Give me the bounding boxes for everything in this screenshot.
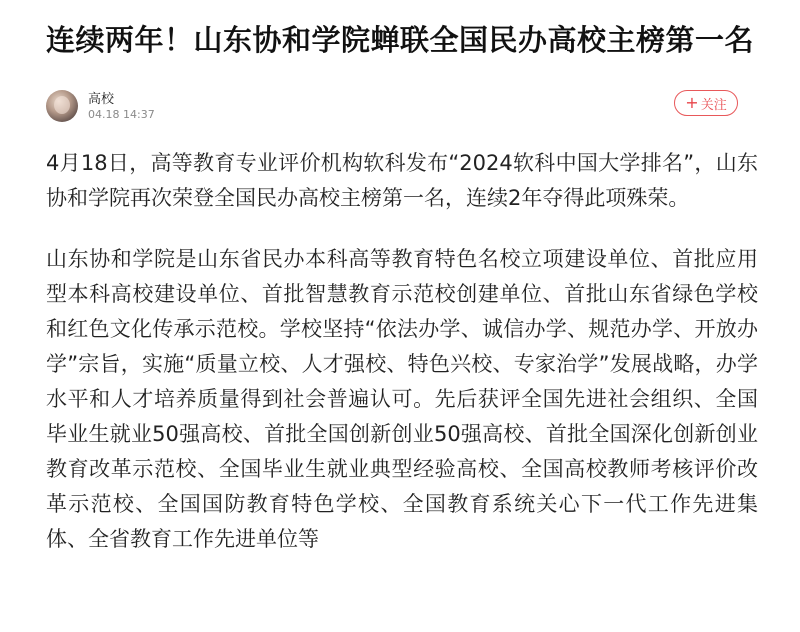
author-bar [46, 86, 758, 142]
publish-time: 04.18 14:37 [88, 108, 155, 121]
follow-label: 关注 [700, 97, 727, 113]
author-avatar[interactable] [46, 90, 78, 122]
article-paragraph: 4月18日，高等教育专业评价机构软科发布“2024软科中国大学排名”，山东协和学院再次荣登全国民办高校主榜第一名，连续2年夺得此项殊荣。 [46, 151, 758, 210]
article-title: 连续两年！山东协和学院蝉联全国民办高校主榜第一名 [46, 23, 755, 57]
author-name[interactable]: 高校 [88, 92, 115, 107]
avatar-photo-icon [54, 96, 70, 114]
article [46, 0, 758, 557]
follow-button[interactable] [674, 90, 738, 116]
article-paragraph: 山东协和学院是山东省民办本科高等教育特色名校立项建设单位、首批应用型本科高校建设单位、首批智慧教育示范校创建单位、首批山东省绿色学校和红色文化传承示范校。学校坚持“依法办学、诚信办学、规范办学、开放办学”宗旨，实施“质量立校、人才强校、特色兴校、专家治学”发展战略，办学水平和人才培养质量得到社会普遍认可。先后获评全国先进社会组织、全国毕业生就业50强高校、首批全国创新创业50强高校、首批全国深化创新创业教育改革示范校、全国毕业生就业典型经验高校、全国高校教师考核评价改革示范校、全国国防教育特色学校、全国教育系统关心下一代工作先进集体、全省教育工作先进单位等 [46, 247, 758, 551]
plus-icon: + [685, 93, 699, 112]
